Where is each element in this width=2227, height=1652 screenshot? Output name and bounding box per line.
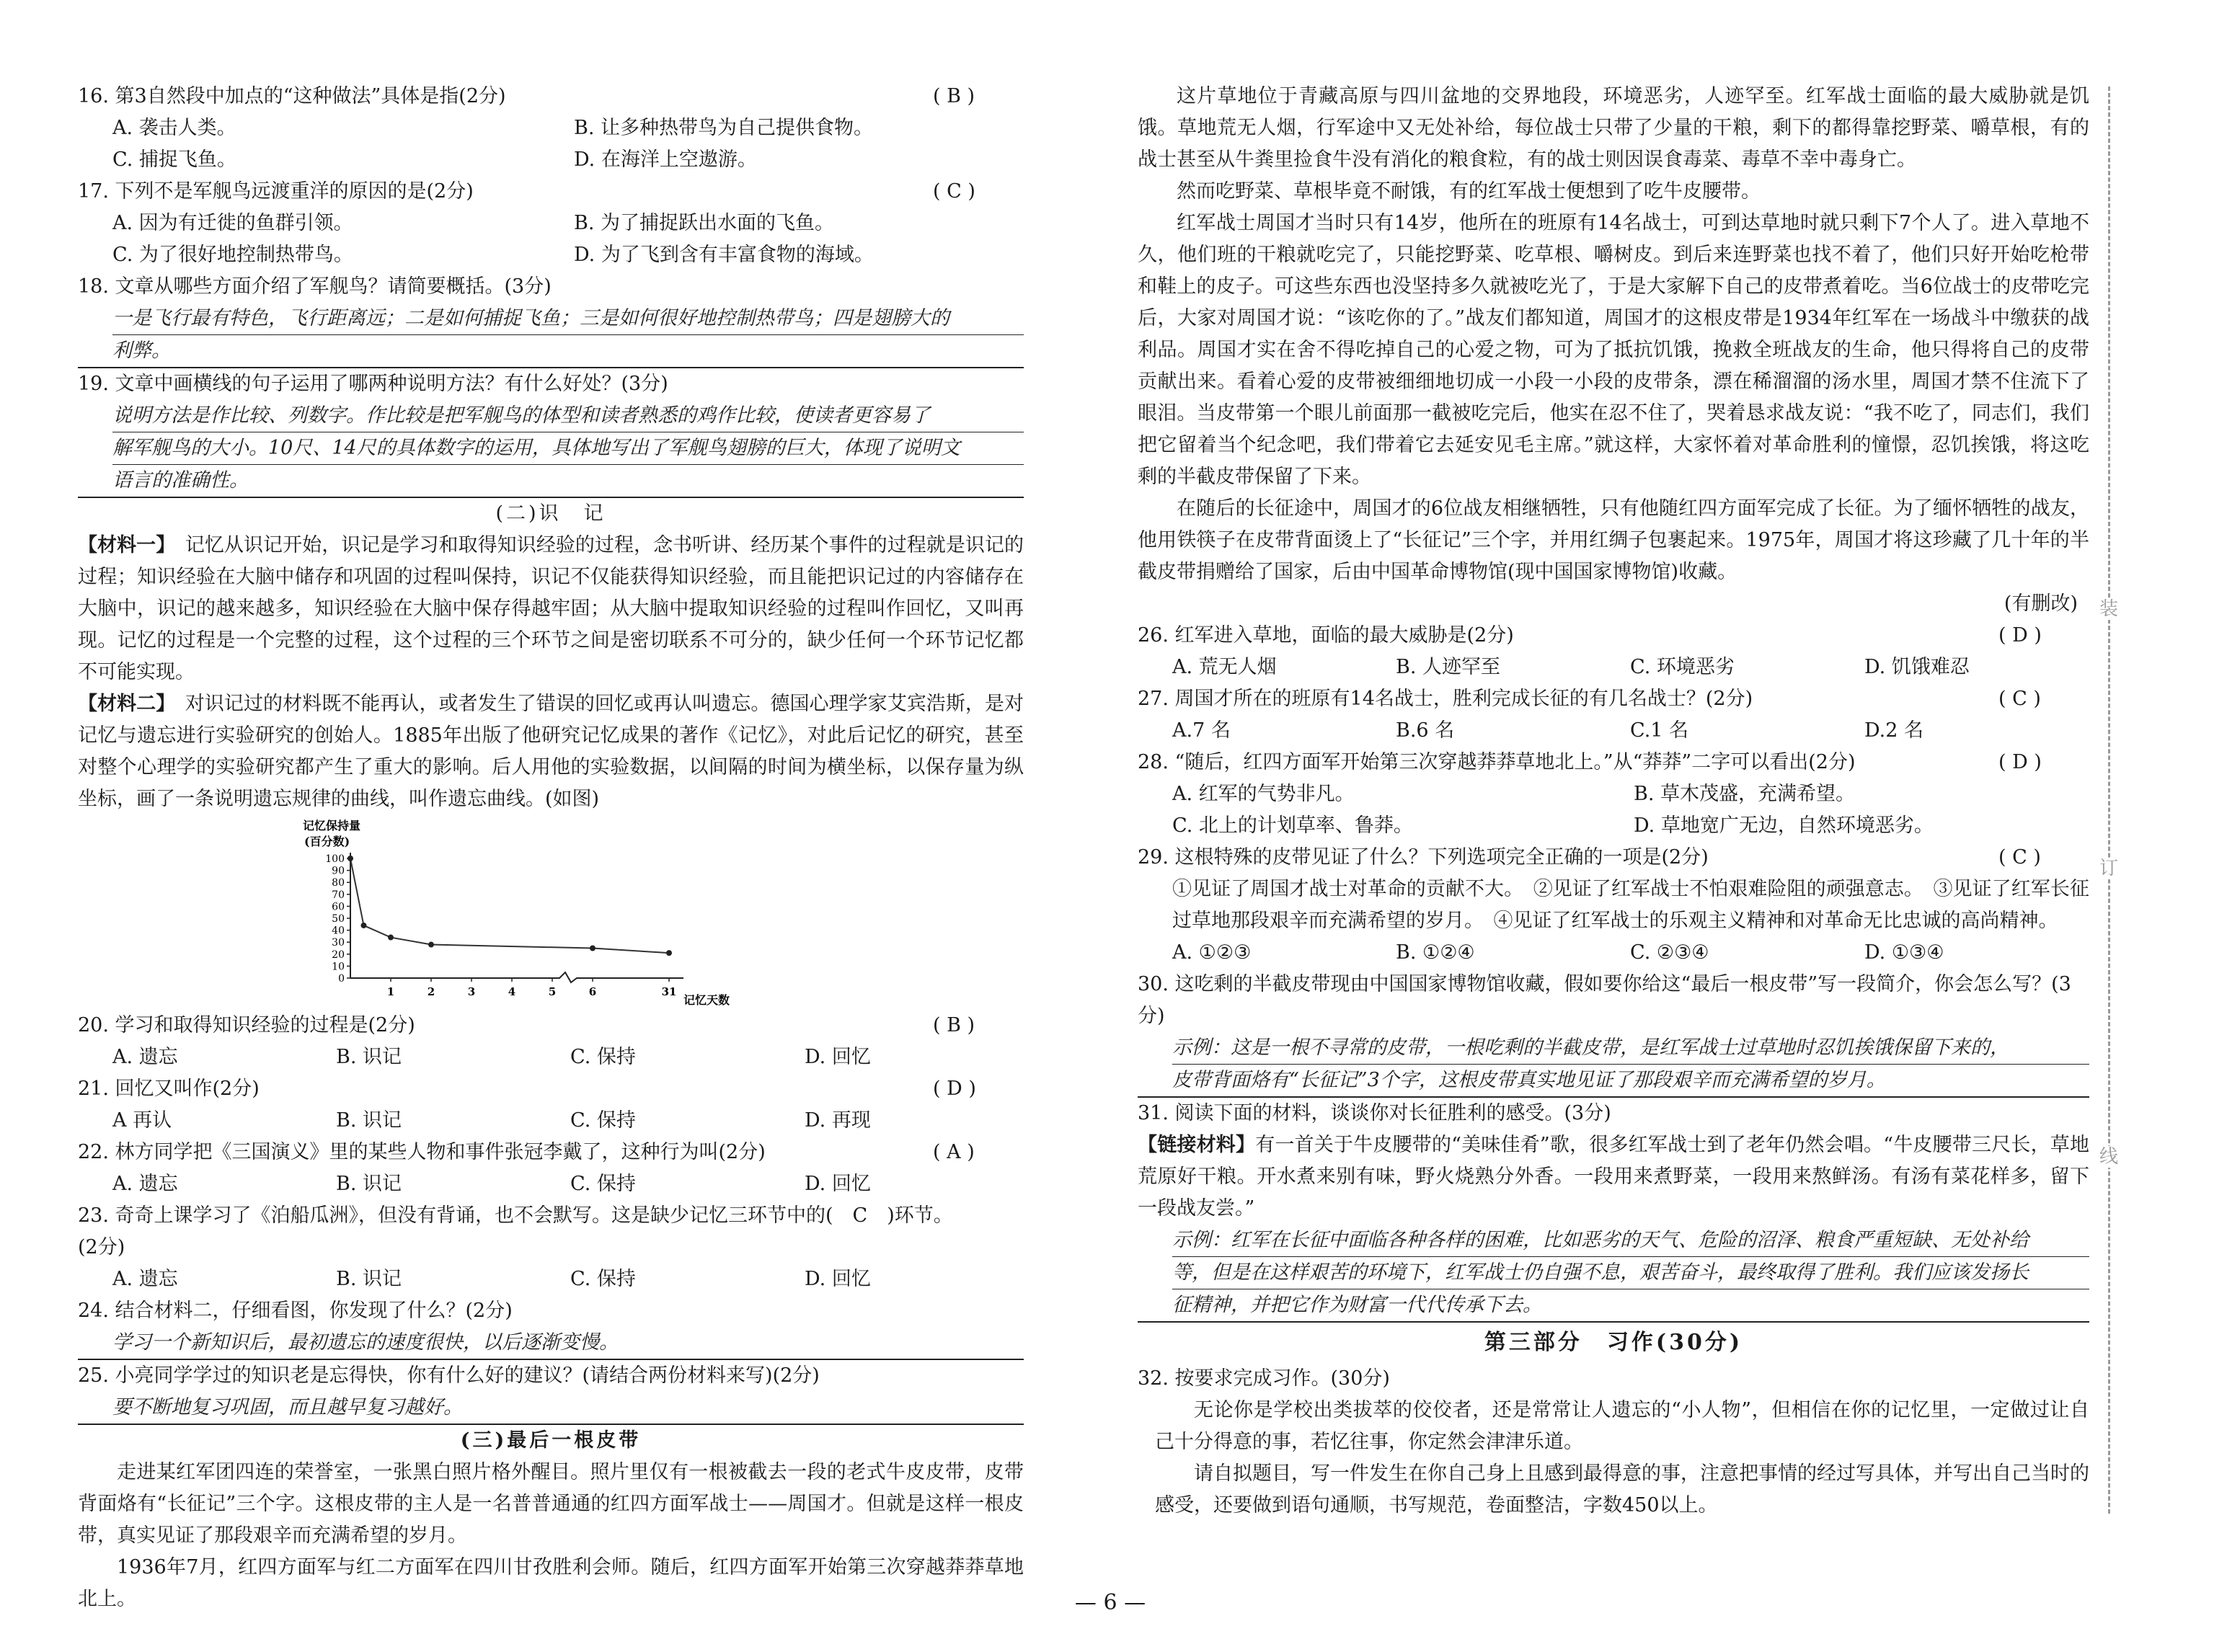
answer-line: 一是飞行最有特色，飞行距离远；二是如何捕捉飞鱼；三是如何很好地控制热带鸟；四是翅膀大的: [112, 303, 1024, 335]
page-number: — 6 —: [1074, 1590, 1146, 1615]
option-a: A. 袭击人类。: [112, 117, 236, 139]
answer-line: 利弊。: [112, 339, 171, 362]
option-b: B. ①②④: [1396, 941, 1475, 964]
data-point: [360, 923, 366, 928]
option-c: C. 保持: [570, 1046, 636, 1068]
y-tick-label: 50: [332, 913, 345, 925]
options: [1138, 715, 2089, 747]
answer-mark: ( A ): [933, 1141, 975, 1163]
question-stem: 29. 这根特殊的皮带见证了什么？下列选项完全正确的一项是(2分): [1138, 846, 1709, 869]
answer-line: 示例：红军在长征中面临各种各样的困难，比如恶劣的天气、危险的沼泽、粮食严重短缺、无处补给: [1172, 1225, 2089, 1257]
question-stem: 21. 回忆又叫作(2分): [78, 1078, 260, 1100]
source-note: (有删改): [2004, 592, 2078, 615]
answer-mark: ( D ): [1998, 624, 2042, 647]
answer-line: 等，但是在这样艰苦的环境下，红军战士仍自强不息，艰苦奋斗，最终取得了胜利。我们应该发扬长: [1172, 1257, 2089, 1289]
question-17: [78, 176, 1024, 208]
x-tick-label: 5: [548, 985, 557, 998]
option-a: A.7 名: [1172, 719, 1231, 742]
y-axis-sublabel: (百分数): [304, 835, 350, 848]
option-a: A. 荒无人烟: [1172, 656, 1277, 678]
curve-line: [350, 858, 669, 953]
option-d: D. ①③④: [1864, 941, 1944, 964]
option-d: D. 为了飞到含有丰富食物的海域。: [574, 244, 874, 266]
options: [78, 1042, 1024, 1073]
binding-mark: 订: [2099, 858, 2119, 879]
x-tick-label: 4: [508, 985, 516, 998]
y-tick-label: 80: [332, 877, 345, 889]
handwritten-answer: [1138, 1032, 2089, 1098]
answer-mark: ( B ): [933, 1014, 975, 1036]
y-tick-label: 20: [332, 949, 345, 961]
answer-line: 要不断地复习巩固，而且越早复习越好。: [112, 1396, 463, 1418]
answer-line: 征精神，并把它作为财富一代代传承下去。: [1172, 1294, 1542, 1316]
option-d: D. 饥饿难忍: [1864, 656, 1970, 678]
handwritten-answer: [78, 303, 1024, 368]
option-a: A 再认: [112, 1109, 172, 1132]
link-material: [1138, 1129, 2089, 1225]
material-2: [78, 688, 1024, 815]
option-c: C. 保持: [570, 1109, 636, 1132]
option-a: A. ①②③: [1172, 941, 1252, 964]
option-c: C. 环境恶劣: [1630, 656, 1735, 678]
data-point: [590, 946, 596, 951]
x-axis-label: 记忆天数: [683, 993, 730, 1007]
section-title-2: (二)识 记: [495, 502, 606, 525]
material-1: [78, 530, 1024, 688]
question-22: [78, 1137, 1024, 1168]
answer-mark: ( D ): [933, 1078, 976, 1100]
answer-mark: ( C ): [1998, 846, 2041, 869]
data-point: [666, 950, 672, 956]
y-tick-label: 10: [332, 961, 345, 973]
y-axis-label: 记忆保持量: [303, 819, 361, 832]
y-tick-label: 70: [332, 889, 345, 901]
question-23-score: (2分): [78, 1236, 125, 1258]
answer-line: 学习一个新知识后，最初遗忘的速度很快，以后逐渐变慢。: [112, 1331, 619, 1354]
option-a: A. 红军的气势非凡。: [1172, 783, 1355, 805]
y-tick-label: 40: [332, 925, 345, 937]
question-30: 30. 这吃剩的半截皮带现由中国国家博物馆收藏，假如要你给这“最后一根皮带”写一段简介，你会怎么写？(3分): [1138, 973, 2071, 1027]
handwritten-answer: [78, 400, 1024, 498]
question-stem: 26. 红军进入草地，面临的最大威胁是(2分): [1138, 624, 1514, 647]
data-point: [347, 856, 353, 861]
y-tick-label: 100: [325, 853, 345, 865]
y-tick-label: 30: [332, 937, 345, 949]
story-paragraph: 1936年7月，红四方面军与红二方面军在四川甘孜胜利会师。随后，红四方面军开始第三次穿越莽莽草地北上。: [78, 1556, 1024, 1610]
writing-requirements: 请自拟题目，写一件发生在你自己身上且感到最得意的事，注意把事情的经过写具体，并写出自己当时的感受，还要做到语句通顺，书写规范，卷面整洁，字数450以上。: [1155, 1462, 2089, 1516]
handwritten-answer: [78, 1327, 1024, 1360]
data-point: [428, 942, 434, 948]
link-label: 【链接材料】: [1138, 1134, 1256, 1156]
option-c: C. 为了很好地控制热带鸟。: [112, 244, 353, 266]
link-text: 有一首关于牛皮腰带的“美味佳肴”歌，很多红军战士到了老年仍然会唱。“牛皮腰带三尺长，草地荒原好干粮。开水煮来别有味，野火烧熟分外香。一段用来煮野菜，一段用来熬鲜汤。有汤有菜花样多，留下一段战友尝。”: [1138, 1134, 2090, 1220]
option-a: A. 遗忘: [112, 1268, 178, 1290]
option-b: B. 草木茂盛，充满希望。: [1634, 783, 1856, 805]
question-19: 19. 文章中画横线的句子运用了哪两种说明方法？有什么好处？(3分): [78, 373, 668, 395]
material-text: 对识记过的材料既不能再认，或者发生了错误的回忆或再认叫遗忘。德国心理学家艾宾浩斯，是对记忆与遗忘进行实验研究的创始人。1885年出版了他研究记忆成果的著作《记忆》，对此后记忆的研究，甚至对整个心理学的实验研究都产生了重大的影响。后人用他的实验数据，以间隔的时间为横坐标，以保存量为纵坐标，画了一条说明遗忘规律的曲线，叫作遗忘曲线。(如图): [78, 693, 1024, 810]
question-24: 24. 结合材料二，仔细看图，你发现了什么？(2分): [78, 1300, 513, 1322]
option-a: A. 因为有迁徙的鱼群引领。: [112, 212, 353, 234]
binding-mark: 装: [2099, 598, 2119, 620]
material-label: 【材料二】: [78, 693, 166, 715]
question-31: 31. 阅读下面的材料，谈谈你对长征胜利的感受。(3分): [1138, 1102, 1611, 1124]
option-c: C. 保持: [570, 1268, 636, 1290]
option-d: D. 回忆: [805, 1046, 871, 1068]
writing-prompt: 无论你是学校出类拔萃的佼佼者，还是常常让人遗忘的“小人物”，但相信在你的记忆里，一定做过让自己十分得意的事，若忆往事，你定然会津津乐道。: [1155, 1399, 2089, 1453]
story-paragraph: 走进某红军团四连的荣誉室，一张黑白照片格外醒目。照片里仅有一根被截去一段的老式牛皮皮带，皮带背面烙有“长征记”三个字。这根皮带的主人是一名普普通通的红四方面军战士——周国才。但就是这样一根皮带，真实见证了那段艰辛而充满希望的岁月。: [78, 1461, 1024, 1547]
question-stem: 20. 学习和取得知识经验的过程是(2分): [78, 1014, 415, 1036]
x-tick-label: 3: [467, 985, 476, 998]
x-tick-label: 6: [588, 985, 597, 998]
material-text: 记忆从识记开始，识记是学习和取得知识经验的过程，念书听讲、经历某个事件的过程就是识记的过程；知识经验在大脑中储存和巩固的过程叫保持，识记不仅能获得知识经验，而且能把识记过的内容储存在大脑中，识记的越来越多，知识经验在大脑中保存得越牢固；从大脑中提取知识经验的过程叫作回忆，又叫再现。记忆的过程是一个完整的过程，这个过程的三个环节之间是密切联系不可分的，缺少任何一个环节记忆都不可能实现。: [78, 534, 1024, 683]
y-tick-label: 60: [332, 901, 345, 913]
options: [78, 1264, 1024, 1295]
options: [1138, 937, 2089, 969]
data-point: [388, 935, 394, 941]
option-b: B. 识记: [336, 1109, 402, 1132]
answer-mark: ( D ): [1998, 751, 2042, 773]
question-29-statements: ①见证了周国才战士对革命的贡献不大。 ②见证了红军战士不怕艰难险阻的顽强意志。 ③见证了红军长征过草地那段艰辛而充满希望的岁月。 ④见证了红军战士的乐观主义精神和对革命无比忠诚的高尚精神。: [1172, 878, 2089, 932]
x-tick-label: 31: [661, 985, 677, 998]
handwritten-answer: [78, 1392, 1024, 1425]
question-28: [1138, 747, 2089, 778]
answer-line: 说明方法是作比较、列数字。作比较是把军舰鸟的体型和读者熟悉的鸡作比较，使读者更容易了: [112, 400, 1024, 432]
story-paragraph: 然而吃野菜、草根毕竟不耐饿，有的红军战士便想到了吃牛皮腰带。: [1177, 180, 1761, 203]
option-a: A. 遗忘: [112, 1173, 178, 1195]
question-32: 32. 按要求完成习作。(30分): [1138, 1367, 1390, 1390]
options: [78, 1105, 1024, 1137]
question-stem: 27. 周国才所在的班原有14名战士，胜利完成长征的有几名战士？(2分): [1138, 688, 1753, 710]
option-b: B. 识记: [336, 1173, 402, 1195]
story-paragraph: 在随后的长征途中，周国才的6位战友相继牺牲，只有他随红四方面军完成了长征。为了缅怀牺牲的战友，他用铁筷子在皮带背面烫上了“长征记”三个字，并用红绸子包裹起来。1975年，周国才将这珍藏了几十年的半截皮带捐赠给了国家，后由中国革命博物馆(现中国国家博物馆)收藏。: [1138, 497, 2089, 583]
options: [1138, 778, 2089, 842]
question-stem: 28. “随后，红四方面军开始第三次穿越莽莽草地北上。”从“莽莽”二字可以看出(2分): [1138, 751, 1856, 773]
answer-line: 语言的准确性。: [112, 469, 249, 492]
question-stem: 22. 林方同学把《三国演义》里的某些人物和事件张冠李戴了，这种行为叫(2分): [78, 1141, 766, 1163]
option-b: B.6 名: [1396, 719, 1455, 742]
option-d: D.2 名: [1864, 719, 1924, 742]
x-tick-label: 2: [427, 985, 435, 998]
option-c: C. 北上的计划草率、鲁莽。: [1172, 814, 1413, 837]
binding-mark: 线: [2099, 1146, 2119, 1168]
x-tick-label: 1: [386, 985, 395, 998]
option-d: D. 再现: [805, 1109, 871, 1132]
options: [1138, 652, 2089, 683]
option-d: D. 回忆: [805, 1268, 871, 1290]
answer-line: 解军舰鸟的大小。10尺、14尺的具体数字的运用，具体地写出了军舰鸟翅膀的巨大，体现了说明文: [112, 432, 1024, 465]
option-b: B. 识记: [336, 1268, 402, 1290]
options: [78, 208, 1024, 271]
options: [78, 112, 1024, 176]
question-25: 25. 小亮同学学过的知识老是忘得快，你有什么好的建议？(请结合两份材料来写)(2分): [78, 1364, 820, 1387]
handwritten-answer: [1138, 1225, 2089, 1323]
answer-mark: ( C ): [933, 180, 975, 203]
left-column: [78, 81, 1024, 1615]
option-c: C. 保持: [570, 1173, 636, 1195]
option-c: C. 捕捉飞鱼。: [112, 148, 236, 171]
question-20: [78, 1010, 1024, 1042]
right-column: [1138, 81, 2089, 1522]
question-21: [78, 1073, 1024, 1105]
option-b: B. 为了捕捉跃出水面的飞鱼。: [574, 212, 835, 234]
y-tick-label: 90: [332, 865, 345, 877]
option-a: A. 遗忘: [112, 1046, 178, 1068]
option-b: B. 识记: [336, 1046, 402, 1068]
question-stem: 17. 下列不是军舰鸟远渡重洋的原因的是(2分): [78, 180, 474, 203]
option-d: D. 草地宽广无边，自然环境恶劣。: [1634, 814, 1934, 837]
section-title-3: (三)最后一根皮带: [460, 1429, 642, 1452]
chart-svg: [294, 815, 756, 1010]
options: [78, 1168, 1024, 1200]
answer-line: 皮带背面烙有“长征记”3个字，这根皮带真实地见证了那段艰辛而充满希望的岁月。: [1172, 1069, 1886, 1091]
answer-mark: ( B ): [933, 85, 975, 107]
question-stem: 16. 第3自然段中加点的“这种做法”具体是指(2分): [78, 85, 506, 107]
option-b: B. 人迹罕至: [1396, 656, 1501, 678]
question-16: [78, 81, 1024, 112]
answer-mark: ( C ): [1998, 688, 2041, 710]
option-d: D. 回忆: [805, 1173, 871, 1195]
question-27: [1138, 683, 2089, 715]
answer-line: 示例：这是一根不寻常的皮带，一根吃剩的半截皮带，是红军战士过草地时忍饥挨饿保留下来的，: [1172, 1032, 2089, 1065]
question-23: 23. 奇奇上课学习了《泊船瓜洲》，但没有背诵，也不会默写。这是缺少记忆三环节中的( C )环节。: [78, 1204, 953, 1227]
material-label: 【材料一】: [78, 534, 166, 556]
forgetting-curve-chart: [294, 815, 756, 1010]
question-26: [1138, 620, 2089, 652]
option-b: B. 让多种热带鸟为自己提供食物。: [574, 117, 874, 139]
x-axis: [350, 972, 683, 982]
option-c: C. ②③④: [1630, 941, 1709, 964]
part-three-title: 第三部分 习作(30分): [1484, 1330, 1743, 1355]
question-18: 18. 文章从哪些方面介绍了军舰鸟？请简要概括。(3分): [78, 275, 552, 298]
question-29: [1138, 842, 2089, 874]
binding-dashed-line: [2108, 86, 2110, 1514]
option-d: D. 在海洋上空遨游。: [574, 148, 757, 171]
story-paragraph: 红军战士周国才当时只有14岁，他所在的班原有14名战士，可到达草地时就只剩下7个人了。进入草地不久，他们班的干粮就吃完了，只能挖野菜、吃草根、嚼树皮。到后来连野菜也找不着了，他们只好开始吃枪带和鞋上的皮子。可这些东西也没坚持多久就被吃光了，于是大家解下自己的皮带煮着吃。当6位战士的皮带吃完后，大家对周国才说：“该吃你的了。”战友们都知道，周国才的这根皮带是1934年红军在一场战斗中缴获的战利品。周国才实在舍不得吃掉自己的心爱之物，可为了抵抗饥饿，挽救全班战友的生命，他只得将自己的皮带贡献出来。看着心爱的皮带被细细地切成一小段一小段的皮带条，漂在稀溜溜的汤水里，周国才禁不住流下了眼泪。当皮带第一个眼儿前面那一截被吃完后，他实在忍不住了，哭着恳求战友说：“我不吃了，同志们，我们把它留着当个纪念吧，我们带着它去延安见毛主席。”就这样，大家怀着对革命胜利的憧憬，忍饥挨饿，将这吃剩的半截皮带保留了下来。: [1138, 212, 2089, 488]
option-c: C.1 名: [1630, 719, 1689, 742]
story-paragraph: 这片草地位于青藏高原与四川盆地的交界地段，环境恶劣，人迹罕至。红军战士面临的最大威胁就是饥饿。草地荒无人烟，行军途中又无处补给，每位战士只带了少量的干粮，剩下的都得靠挖野菜、嚼草根，有的战士甚至从牛粪里捡食牛没有消化的粮食粒，有的战士则因误食毒菜、毒草不幸中毒身亡。: [1138, 85, 2089, 171]
y-tick-label: 0: [338, 973, 345, 985]
